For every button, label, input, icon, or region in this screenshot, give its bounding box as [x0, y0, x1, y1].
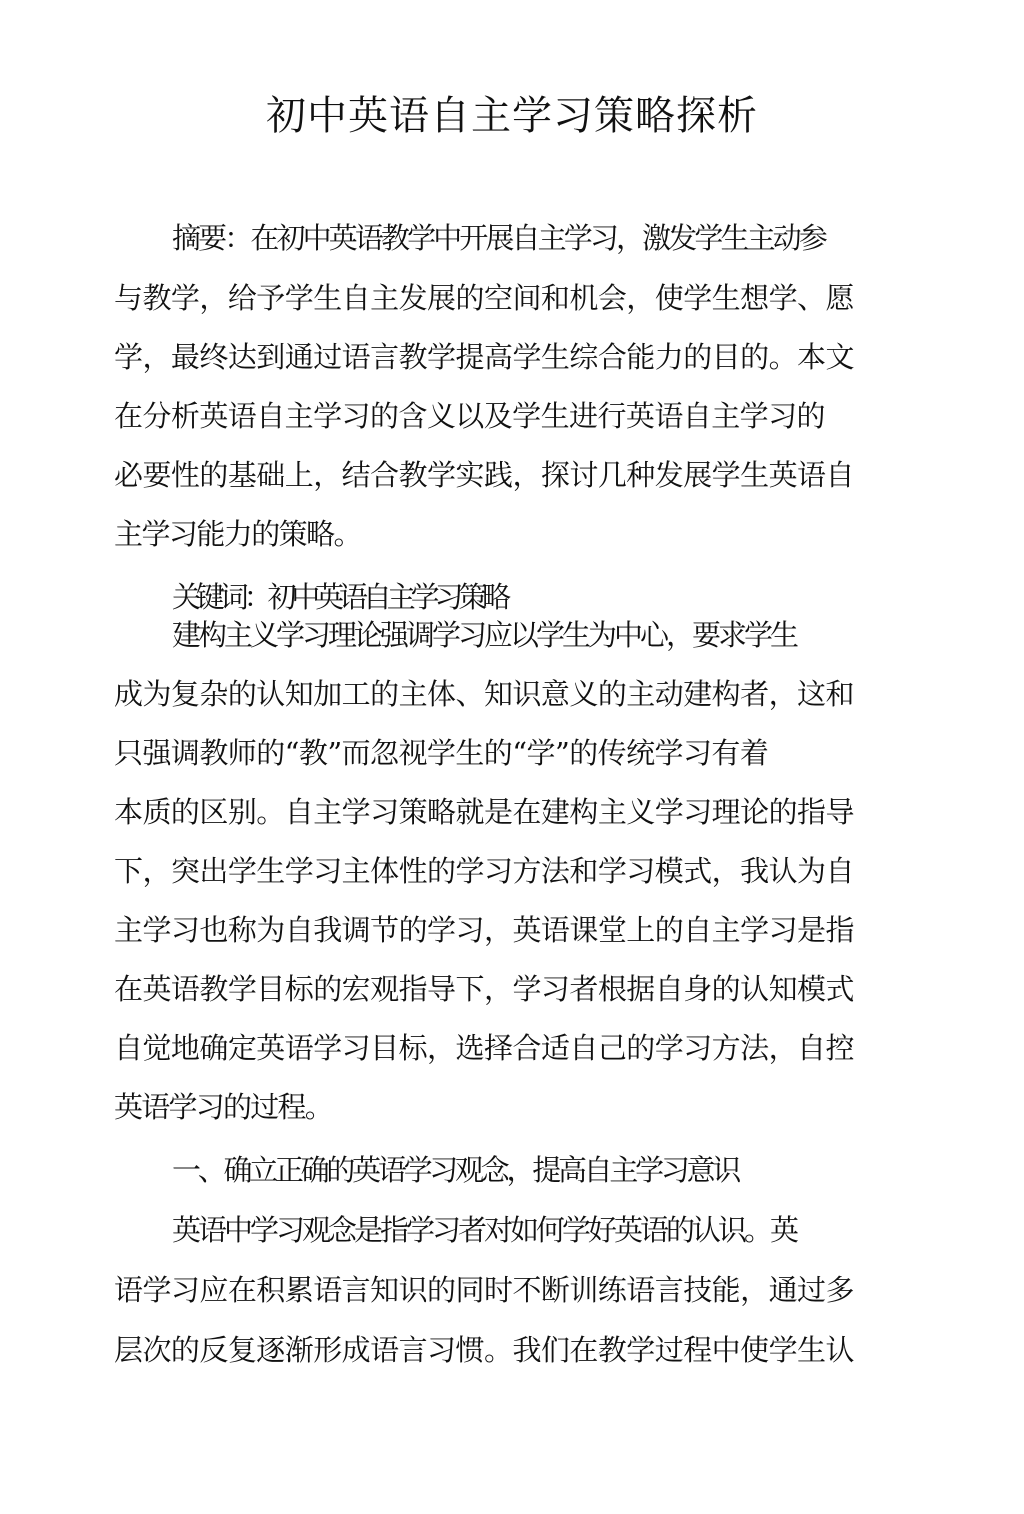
section-line-2: 语学习应在积累语言知识的同时不断训练语言技能，通过多 [114, 1273, 854, 1307]
section-heading-1: 一、确立正确的英语学习观念，提高自主学习意识 [172, 1153, 739, 1187]
abstract-line-1: 摘要：在初中英语教学中开展自主学习，激发学生主动参 [172, 221, 826, 255]
abstract-line-5: 必要性的基础上，结合教学实践，探讨几种发展学生英语自 [114, 458, 854, 492]
abstract-line-4: 在分析英语自主学习的含义以及学生进行英语自主学习的 [114, 399, 826, 433]
body-line-8: 自觉地确定英语学习目标，选择合适自己的学习方法，自控 [114, 1031, 854, 1065]
section-line-1: 英语中学习观念是指学习者对如何学好英语的认识。英 [172, 1213, 797, 1247]
abstract-line-2: 与教学，给予学生自主发展的空间和机会，使学生想学、愿 [114, 281, 854, 315]
body-line-7: 在英语教学目标的宏观指导下，学习者根据自身的认知模式 [114, 972, 854, 1006]
body-line-3: 只强调教师的“教”而忽视学生的“学”的传统学习有着 [114, 736, 769, 770]
section-line-3: 层次的反复逐渐形成语言习惯。我们在教学过程中使学生认 [114, 1333, 854, 1367]
body-line-5: 下，突出学生学习主体性的学习方法和学习模式，我认为自 [114, 854, 854, 888]
abstract-line-6: 主学习能力的策略。 [114, 517, 361, 551]
body-line-6: 主学习也称为自我调节的学习，英语课堂上的自主学习是指 [114, 913, 854, 947]
keywords-line: 关键词：初中英语自主学习策略 [172, 580, 507, 614]
body-line-2: 成为复杂的认知加工的主体、知识意义的主动建构者，这和 [114, 677, 854, 711]
body-line-4: 本质的区别。自主学习策略就是在建构主义学习理论的指导 [114, 795, 854, 829]
body-line-9: 英语学习的过程。 [114, 1090, 333, 1124]
body-line-1: 建构主义学习理论强调学习应以学生为中心，要求学生 [172, 618, 797, 652]
document-title: 初中英语自主学习策略探析 [266, 93, 758, 139]
abstract-line-3: 学，最终达到通过语言教学提高学生综合能力的目的。本文 [114, 340, 854, 374]
